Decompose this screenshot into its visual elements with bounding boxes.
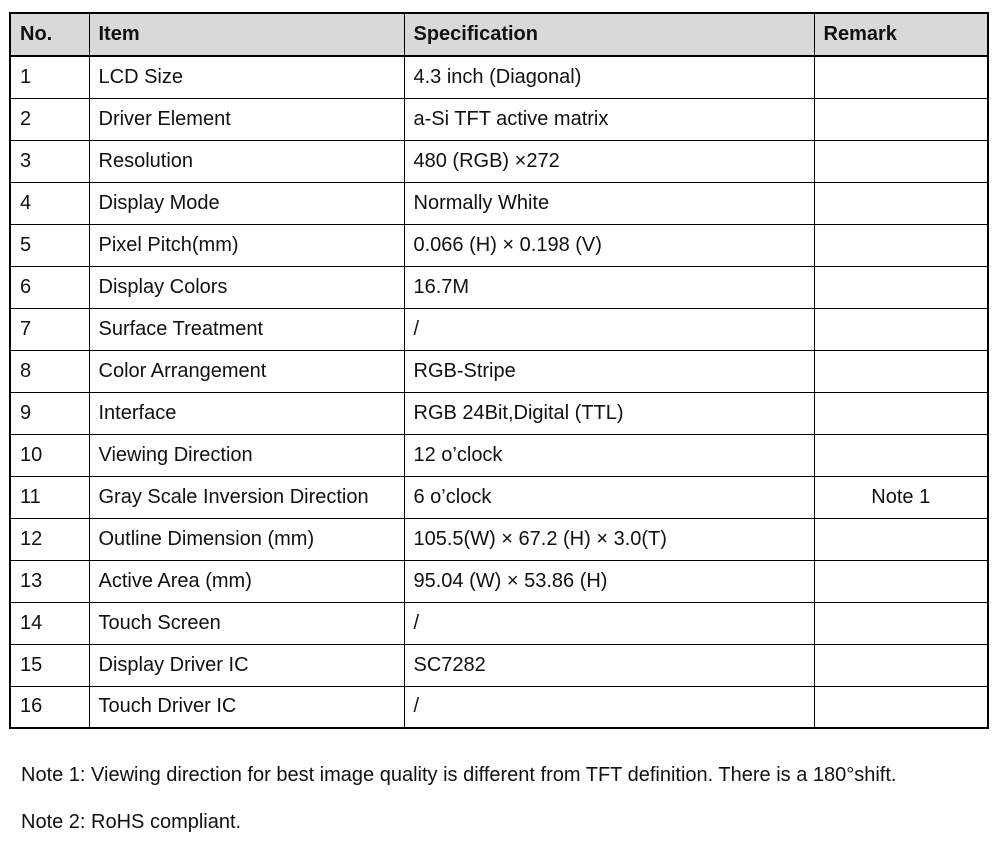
cell-no: 5: [10, 224, 89, 266]
table-row: [10, 518, 988, 560]
cell-remark: [814, 350, 988, 392]
cell-item: Color Arrangement: [89, 350, 404, 392]
note-1: Note 1: Viewing direction for best image quality is different from TFT definition. There is a 180°shift.: [21, 764, 897, 786]
cell-remark: [814, 602, 988, 644]
table-row: [10, 392, 988, 434]
cell-specification: 105.5(W) × 67.2 (H) × 3.0(T): [404, 518, 814, 560]
table-row: [10, 182, 988, 224]
header-remark: Remark: [814, 13, 988, 56]
cell-no: 4: [10, 182, 89, 224]
header-no: No.: [10, 13, 89, 56]
cell-specification: /: [404, 308, 814, 350]
cell-item: Viewing Direction: [89, 434, 404, 476]
cell-remark: [814, 518, 988, 560]
cell-no: 14: [10, 602, 89, 644]
cell-remark: [814, 224, 988, 266]
cell-item: Resolution: [89, 140, 404, 182]
cell-remark: [814, 560, 988, 602]
cell-no: 3: [10, 140, 89, 182]
note-2: Note 2: RoHS compliant.: [21, 811, 242, 833]
table-row: [10, 686, 988, 728]
cell-no: 10: [10, 434, 89, 476]
table-body: [10, 56, 988, 728]
cell-remark: [814, 182, 988, 224]
cell-remark: [814, 686, 988, 728]
cell-no: 2: [10, 98, 89, 140]
cell-item: Display Driver IC: [89, 644, 404, 686]
cell-no: 15: [10, 644, 89, 686]
spec-table: [9, 12, 989, 729]
table-row: [10, 266, 988, 308]
cell-specification: SC7282: [404, 644, 814, 686]
table-row: [10, 476, 988, 518]
cell-item: Display Colors: [89, 266, 404, 308]
cell-no: 16: [10, 686, 89, 728]
table-row: [10, 56, 988, 98]
cell-item: Active Area (mm): [89, 560, 404, 602]
table-row: [10, 308, 988, 350]
cell-remark: [814, 98, 988, 140]
cell-specification: 0.066 (H) × 0.198 (V): [404, 224, 814, 266]
cell-no: 7: [10, 308, 89, 350]
cell-specification: /: [404, 686, 814, 728]
cell-item: Outline Dimension (mm): [89, 518, 404, 560]
table-row: [10, 560, 988, 602]
cell-no: 11: [10, 476, 89, 518]
table-row: [10, 224, 988, 266]
cell-specification: 6 o’clock: [404, 476, 814, 518]
cell-item: LCD Size: [89, 56, 404, 98]
cell-item: Surface Treatment: [89, 308, 404, 350]
cell-remark: [814, 266, 988, 308]
cell-item: Touch Driver IC: [89, 686, 404, 728]
header-item: Item: [89, 13, 404, 56]
cell-remark: Note 1: [814, 476, 988, 518]
table-row: [10, 140, 988, 182]
cell-specification: 16.7M: [404, 266, 814, 308]
table-header: [10, 13, 988, 56]
cell-specification: /: [404, 602, 814, 644]
cell-item: Display Mode: [89, 182, 404, 224]
cell-no: 13: [10, 560, 89, 602]
cell-remark: [814, 644, 988, 686]
cell-remark: [814, 392, 988, 434]
cell-item: Touch Screen: [89, 602, 404, 644]
cell-no: 12: [10, 518, 89, 560]
cell-item: Pixel Pitch(mm): [89, 224, 404, 266]
cell-item: Interface: [89, 392, 404, 434]
cell-specification: a-Si TFT active matrix: [404, 98, 814, 140]
header-specification: Specification: [404, 13, 814, 56]
cell-remark: [814, 308, 988, 350]
cell-specification: 12 o’clock: [404, 434, 814, 476]
cell-remark: [814, 140, 988, 182]
header-row: [10, 13, 988, 56]
cell-specification: 95.04 (W) × 53.86 (H): [404, 560, 814, 602]
cell-specification: RGB-Stripe: [404, 350, 814, 392]
table-row: [10, 98, 988, 140]
cell-item: Driver Element: [89, 98, 404, 140]
cell-specification: 480 (RGB) ×272: [404, 140, 814, 182]
cell-no: 9: [10, 392, 89, 434]
cell-no: 8: [10, 350, 89, 392]
cell-specification: Normally White: [404, 182, 814, 224]
table-row: [10, 602, 988, 644]
cell-no: 6: [10, 266, 89, 308]
cell-specification: RGB 24Bit,Digital (TTL): [404, 392, 814, 434]
table-row: [10, 350, 988, 392]
cell-specification: 4.3 inch (Diagonal): [404, 56, 814, 98]
table-row: [10, 434, 988, 476]
table-row: [10, 644, 988, 686]
cell-remark: [814, 56, 988, 98]
cell-no: 1: [10, 56, 89, 98]
cell-item: Gray Scale Inversion Direction: [89, 476, 404, 518]
cell-remark: [814, 434, 988, 476]
